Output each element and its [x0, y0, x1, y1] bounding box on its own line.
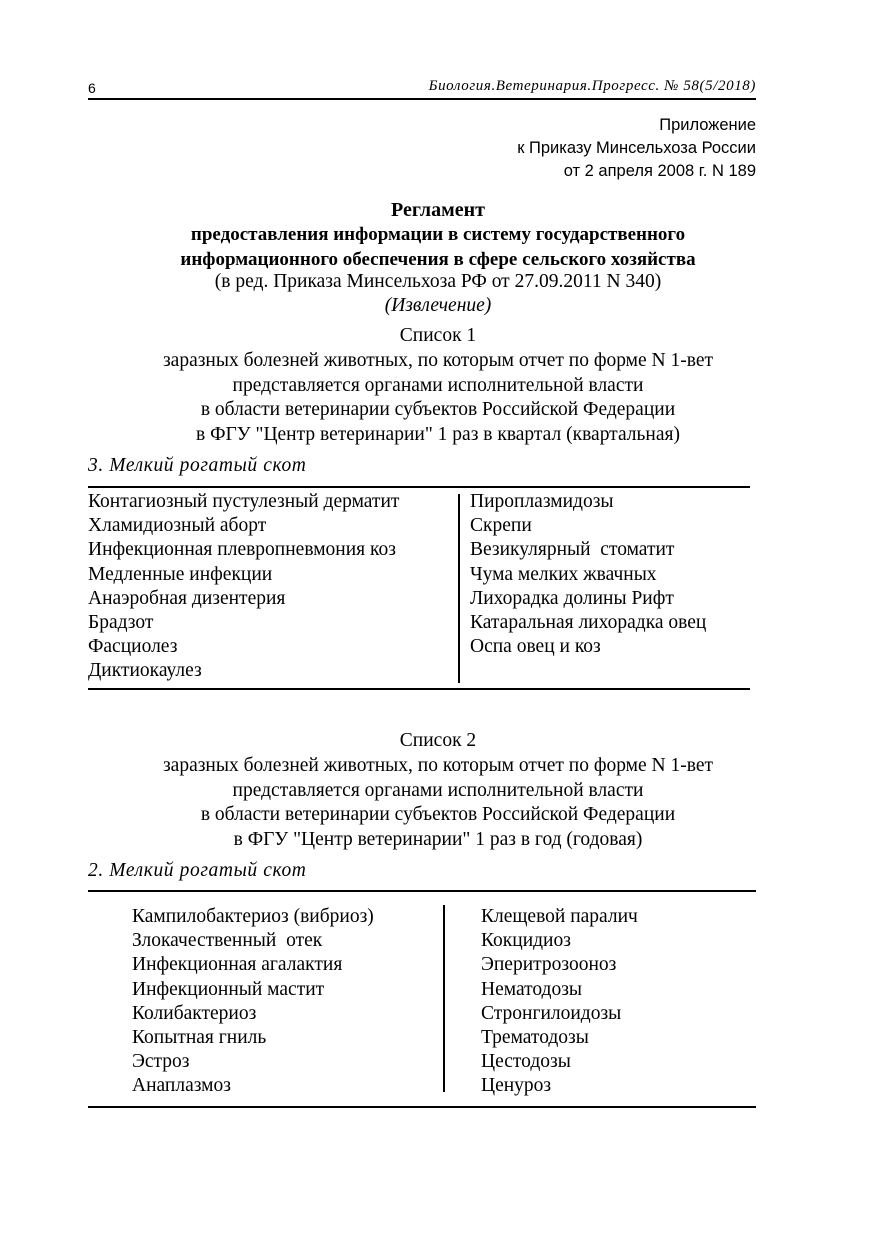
table2-left-column [132, 905, 374, 1099]
appendix-note [517, 114, 756, 183]
list1-description [60, 349, 816, 447]
disease-item: Чума мелких жвачных [470, 563, 657, 585]
disease-item: Фасциолез [88, 636, 178, 658]
disease-item: Злокачественный отек [132, 930, 323, 952]
disease-item: Трематодозы [481, 1027, 589, 1049]
disease-item: Брадзот [88, 612, 154, 634]
disease-item: Эперитрозооноз [481, 954, 617, 976]
description-line: в области ветеринарии субъектов Российской Федерации [200, 399, 676, 420]
disease-item: Медленные инфекции [88, 563, 273, 585]
table2-right-column [481, 905, 638, 1099]
edition-note: (в ред. Приказа Минсельхоза РФ от 27.09.2011 N 340) [214, 271, 662, 292]
disease-item: Пироплазмидозы [470, 491, 614, 512]
page-number: 6 [88, 80, 96, 96]
table1-left-column [88, 490, 399, 684]
disease-item: Копытная гниль [132, 1027, 267, 1049]
appendix-line: Приложение [659, 116, 756, 134]
table2-column-divider [443, 905, 445, 1092]
disease-item: Стронгилоидозы [481, 1002, 622, 1024]
disease-item: Анаплазмоз [132, 1075, 231, 1097]
description-line: заразных болезней животных, по которым отчет по форме N 1-вет [162, 350, 714, 371]
description-line: в ФГУ "Центр ветеринарии" 1 раз в квартал (квартальная) [196, 423, 680, 445]
disease-item: Лихорадка долины Рифт [470, 587, 674, 609]
table2-top-rule [88, 890, 756, 892]
appendix-line: от 2 апреля 2008 г. N 189 [563, 162, 756, 180]
document-subtitle [60, 222, 816, 272]
disease-item: Инфекционный мастит [132, 978, 325, 1000]
disease-item: Нематодозы [481, 978, 583, 1000]
disease-item: Эстроз [132, 1051, 190, 1073]
disease-item: Цестодозы [481, 1051, 571, 1073]
disease-item: Оспа овец и коз [470, 636, 601, 658]
disease-item: Колибактериоз [132, 1002, 257, 1024]
list1-category: 3. Мелкий рогатый скот [88, 455, 307, 476]
description-line: в области ветеринарии субъектов Российской Федерации [200, 804, 676, 825]
table1-column-divider [458, 494, 460, 683]
description-line: в ФГУ "Центр ветеринарии" 1 раз в год (годовая) [233, 828, 643, 850]
description-line: заразных болезней животных, по которым отчет по форме N 1-вет [162, 755, 714, 776]
list2-heading: Список 2 [399, 730, 477, 751]
extract-note: (Извлечение) [384, 295, 492, 316]
description-line: представляется органами исполнительной власти [232, 374, 644, 396]
document-title: Регламент [391, 199, 485, 221]
description-line: представляется органами исполнительной власти [232, 779, 644, 801]
header-rule [88, 98, 756, 100]
table2-bottom-rule [88, 1106, 756, 1108]
disease-item: Ценуроз [481, 1075, 552, 1097]
subtitle-line: информационного обеспечения в сфере сельского хозяйства [180, 249, 696, 270]
disease-item: Клещевой паралич [481, 906, 638, 927]
list2-category: 2. Мелкий рогатый скот [88, 860, 307, 881]
disease-item: Скрепи [470, 515, 532, 537]
disease-item: Инфекционная агалактия [132, 954, 343, 976]
disease-item: Инфекционная плевропневмония коз [88, 539, 396, 561]
disease-item: Катаральная лихорадка овец [470, 612, 707, 634]
subtitle-line: предоставления информации в систему государственного [190, 224, 686, 245]
list2-description [60, 754, 816, 852]
disease-item: Везикулярный стоматит [470, 539, 675, 561]
table1-top-rule [88, 486, 750, 488]
table1-bottom-rule [88, 688, 750, 690]
disease-item: Кокцидиоз [481, 930, 571, 952]
disease-item: Анаэробная дизентерия [88, 587, 286, 609]
disease-item: Контагиозный пустулезный дерматит [88, 491, 400, 512]
list1-heading: Список 1 [399, 325, 477, 346]
disease-item: Кампилобактериоз (вибриоз) [132, 906, 374, 927]
journal-title: Биология.Ветеринария.Прогресс. № 58(5/2018) [428, 78, 756, 94]
disease-item: Хламидиозный аборт [88, 515, 267, 537]
disease-item: Диктиокаулез [88, 660, 202, 682]
appendix-line: к Приказу Минсельхоза России [517, 139, 756, 157]
table1-right-column [470, 490, 706, 659]
